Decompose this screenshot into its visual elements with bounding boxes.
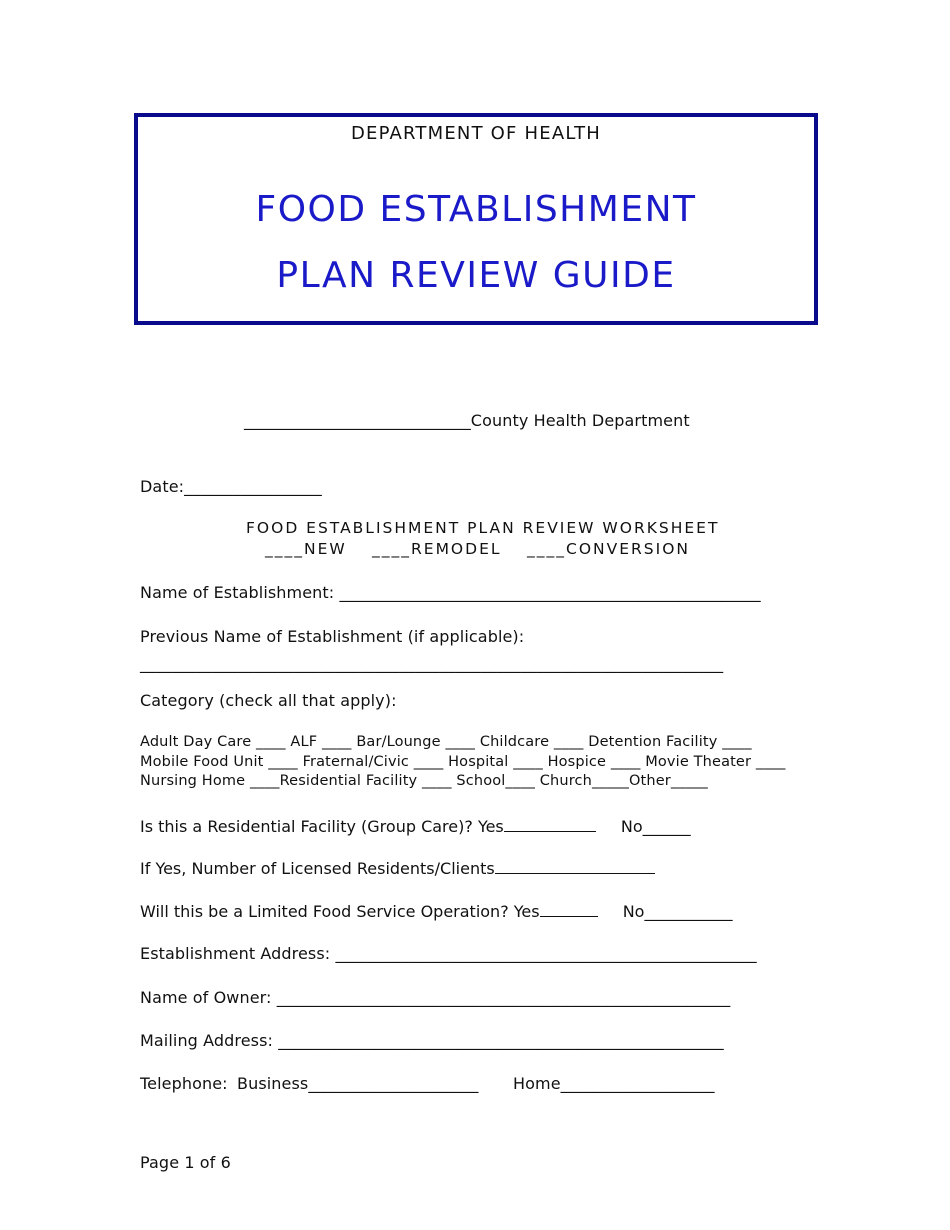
checkbox-new: ____NEW: [265, 540, 347, 558]
mailing-address-field: Mailing Address: _______________________________________________________: [140, 1031, 724, 1050]
county-health-department-line: ____________________________County Health Department: [244, 411, 690, 430]
telephone-home-field: Home___________________: [513, 1074, 715, 1093]
limited-food-yes-line: [540, 901, 598, 917]
residential-facility-row: [140, 816, 691, 836]
telephone-business-field: Business_____________________: [237, 1074, 479, 1093]
establishment-name-field: Name of Establishment: ____________________________________________________: [140, 583, 761, 602]
document-title-line2: PLAN REVIEW GUIDE: [276, 255, 676, 296]
checkbox-remodel: ____REMODEL: [372, 540, 502, 558]
date-field: Date:_________________: [140, 477, 322, 496]
residential-no: No______: [620, 817, 691, 836]
licensed-residents-row: [140, 858, 655, 878]
category-label: Category (check all that apply):: [140, 691, 397, 710]
limited-food-row: [140, 901, 732, 921]
title-box: [134, 113, 818, 325]
residential-question: Is this a Residential Facility (Group Care)? Yes: [140, 817, 504, 836]
category-row-2: Mobile Food Unit ____ Fraternal/Civic ____ Hospital ____ Hospice ____ Movie Theater ____: [140, 754, 786, 770]
previous-name-blank: ________________________________________________________________________: [140, 654, 724, 673]
department-heading: DEPARTMENT OF HEALTH: [350, 123, 602, 144]
checkbox-conversion: ____CONVERSION: [527, 540, 690, 558]
limited-food-question: Will this be a Limited Food Service Operation? Yes: [140, 902, 540, 921]
establishment-address-field: Establishment Address: ____________________________________________________: [140, 944, 757, 963]
document-title-line1: FOOD ESTABLISHMENT: [255, 189, 697, 230]
licensed-residents-label: If Yes, Number of Licensed Residents/Clients: [140, 859, 495, 878]
page-number: Page 1 of 6: [140, 1153, 231, 1172]
previous-name-label: Previous Name of Establishment (if applicable):: [140, 627, 525, 646]
telephone-label: Telephone:: [140, 1074, 228, 1093]
owner-name-field: Name of Owner: ________________________________________________________: [140, 988, 731, 1007]
category-row-3: Nursing Home ____Residential Facility ____ School____ Church_____Other_____: [140, 773, 708, 789]
residential-yes-line: [504, 816, 596, 832]
worksheet-title: FOOD ESTABLISHMENT PLAN REVIEW WORKSHEET: [246, 519, 720, 537]
licensed-residents-line: [495, 858, 655, 874]
limited-food-no: No___________: [622, 902, 733, 921]
category-row-1: Adult Day Care ____ ALF ____ Bar/Lounge ____ Childcare ____ Detention Facility ____: [140, 734, 752, 750]
